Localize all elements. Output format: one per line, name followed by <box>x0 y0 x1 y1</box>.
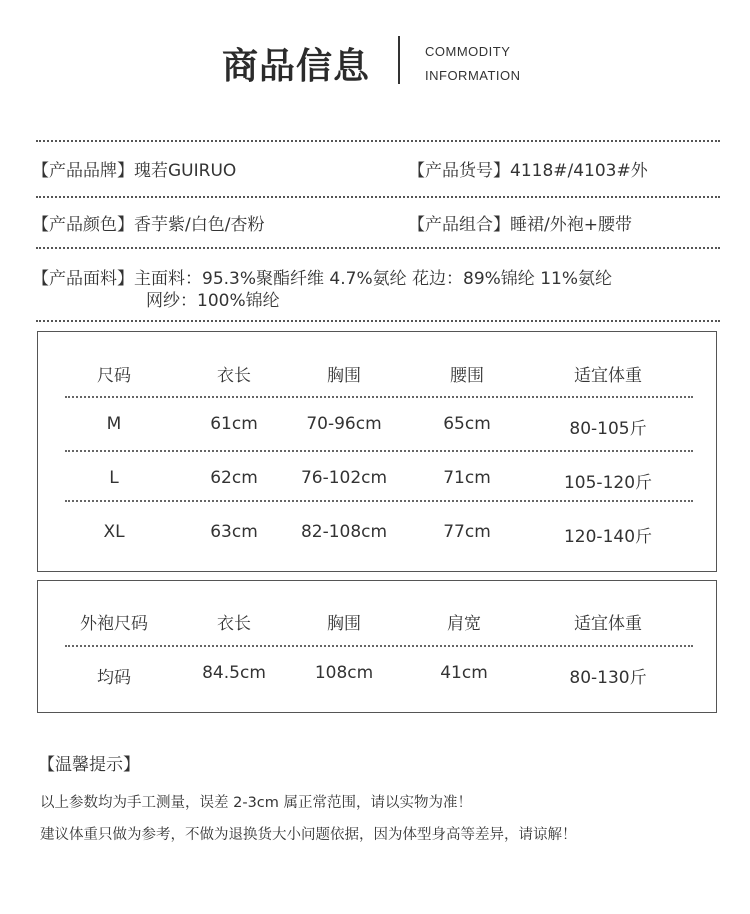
table-cell: 63cm <box>210 522 258 542</box>
table-cell: XL <box>103 522 125 542</box>
table-cell: 120-140斤 <box>563 527 653 547</box>
divider <box>36 320 720 322</box>
tip-line-2: 建议体重只做为参考，不做为退换货大小问题依据，因为体型身高等差异，请谅解！ <box>40 827 577 843</box>
table-cell: 84.5cm <box>202 663 266 683</box>
table-header: 尺码 <box>97 366 131 386</box>
table-header: 胸围 <box>327 614 361 634</box>
table-cell: 105-120斤 <box>563 473 653 493</box>
title-divider <box>398 36 400 84</box>
table-header: 衣长 <box>217 366 251 386</box>
table-cell: 80-130斤 <box>569 668 647 688</box>
fabric-row <box>32 264 612 289</box>
size-table <box>37 331 717 572</box>
subtitle-line-2: INFORMATION <box>425 68 521 83</box>
brand-row <box>32 156 236 181</box>
combo-row <box>408 210 632 235</box>
brand-label: 【产品品牌】 <box>32 161 134 181</box>
fabric-line-1: 主面料：95.3%聚酯纤维 4.7%氨纶 花边：89%锦纶 11%氨纶 <box>134 269 612 289</box>
table-cell: 71cm <box>443 468 491 488</box>
tip-line-1: 以上参数均为手工测量，误差 2-3cm 属正常范围，请以实物为准！ <box>40 795 472 811</box>
table-header: 外袍尺码 <box>80 614 148 634</box>
divider <box>36 247 720 249</box>
page-subtitle <box>425 40 521 88</box>
color-row <box>32 210 264 235</box>
color-label: 【产品颜色】 <box>32 215 134 235</box>
sku-label: 【产品货号】 <box>408 161 510 181</box>
table-cell: 均码 <box>97 668 131 688</box>
table-cell: L <box>109 468 119 488</box>
table-cell: 108cm <box>314 663 374 683</box>
combo-value: 睡裙/外袍+腰带 <box>510 215 632 235</box>
table-cell: 61cm <box>210 414 258 434</box>
brand-value: 瑰若GUIRUO <box>134 161 237 181</box>
table-cell: 82-108cm <box>300 522 388 542</box>
table-header: 衣长 <box>217 614 251 634</box>
tips-title: 【温馨提示】 <box>38 755 140 775</box>
table-cell: 65cm <box>443 414 491 434</box>
table-header: 适宜体重 <box>574 614 642 634</box>
fabric-line-2: 网纱：100%锦纶 <box>146 291 280 311</box>
divider <box>36 140 720 142</box>
page-title: 商品信息 <box>222 46 371 87</box>
table-cell: 80-105斤 <box>569 419 647 439</box>
divider <box>36 196 720 198</box>
divider <box>65 450 693 452</box>
fabric-label: 【产品面料】 <box>32 269 134 289</box>
table-header: 适宜体重 <box>574 366 642 386</box>
combo-label: 【产品组合】 <box>408 215 510 235</box>
color-value: 香芋紫/白色/杏粉 <box>134 215 265 235</box>
subtitle-line-1: COMMODITY <box>425 44 511 59</box>
sku-value: 4118#/4103#外 <box>510 161 648 181</box>
table-header: 胸围 <box>327 366 361 386</box>
table-cell: 62cm <box>210 468 258 488</box>
divider <box>65 645 693 647</box>
table-cell: 76-102cm <box>300 468 388 488</box>
divider <box>65 396 693 398</box>
table-cell: 77cm <box>443 522 491 542</box>
table-cell: M <box>106 414 122 434</box>
divider <box>65 500 693 502</box>
table-header: 腰围 <box>450 366 484 386</box>
sku-row <box>408 156 648 181</box>
table-header: 肩宽 <box>447 614 481 634</box>
table-cell: 41cm <box>440 663 488 683</box>
table-cell: 70-96cm <box>306 414 382 434</box>
robe-size-table <box>37 580 717 713</box>
